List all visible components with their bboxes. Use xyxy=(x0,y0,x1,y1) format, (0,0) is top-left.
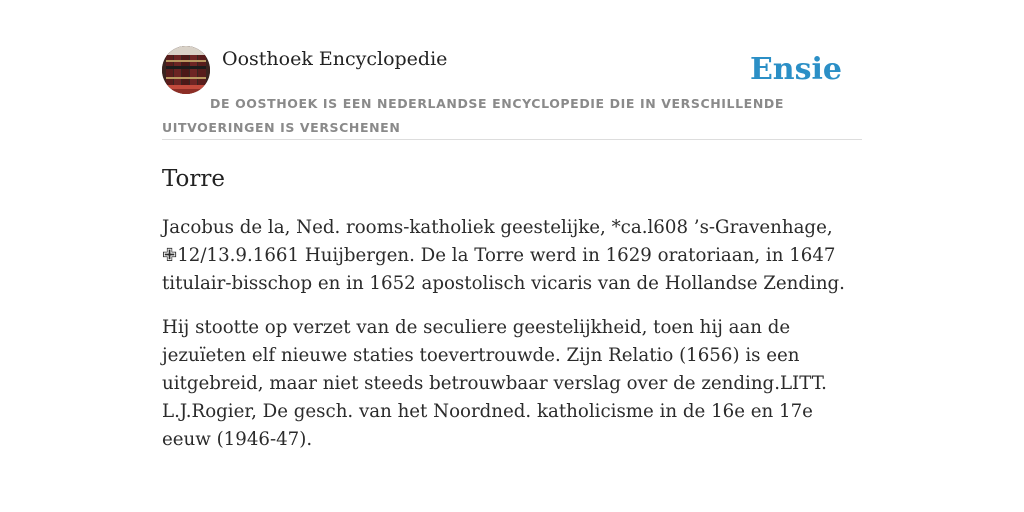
article-title: Torre xyxy=(162,166,226,192)
article xyxy=(162,160,862,454)
source-header xyxy=(162,46,862,140)
article-paragraph: Jacobus de la, Ned. rooms-katholiek geestelijke, *ca.l608 ’s-Gravenhage, ✙12/13.9.1661 Huijbergen. De la Torre werd in 1629 oratoriaan, in 1647 titulair-bisschop en in 1652 apostolisch vicaris van de Hollandse Zending. xyxy=(162,217,845,294)
encyclopedia-books-icon[interactable] xyxy=(162,46,210,94)
article-paragraph: Hij stootte op verzet van de seculiere geestelijkheid, toen hij aan de jezuïeten elf nieuwe staties toevertrouwde. Zijn Relatio (1656) is een uitgebreid, maar niet steeds betrouwbaar verslag over de zending.LITT. L.J.Rogier, De gesch. van het Noordned. katholicisme in de 16e en 17e eeuw (1946-47). xyxy=(162,317,827,450)
source-name[interactable]: Oosthoek Encyclopedie xyxy=(222,48,448,70)
brand-logo-link[interactable]: Ensie xyxy=(749,52,842,87)
header-divider xyxy=(162,139,862,140)
source-tagline: DE OOSTHOEK IS EEN NEDERLANDSE ENCYCLOPEDIE DIE IN VERSCHILLENDE UITVOERINGEN IS VERSCHENEN xyxy=(162,96,784,135)
